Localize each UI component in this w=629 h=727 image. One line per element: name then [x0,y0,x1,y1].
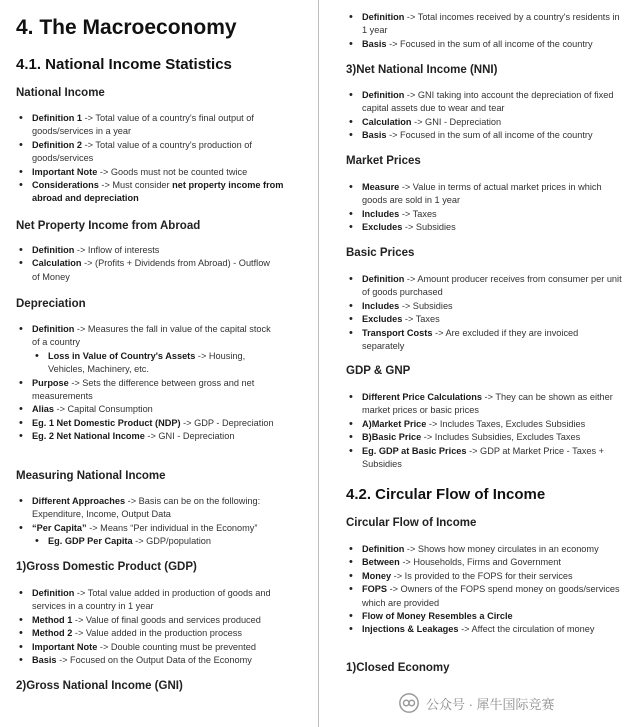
list-item: • Important Note -> Goods must not be counted twice [16,166,284,179]
list-item: • Purpose -> Sets the difference between gross and net measurements [16,377,278,404]
heading-net-property-income: Net Property Income from Abroad [16,220,201,232]
list-item: • Basis -> Focused in the sum of all income of the country [346,129,622,142]
list-gdp-gnp [346,391,622,471]
list-item: • Measure -> Value in terms of actual market prices in which goods are sold in 1 year [346,181,622,208]
list-item: • B)Basic Price -> Includes Subsidies, Excludes Taxes [346,431,622,444]
heading-gni: 2)Gross National Income (GNI) [16,680,183,692]
heading-depreciation: Depreciation [16,298,86,310]
list-item: • Definition -> GNI taking into account the depreciation of fixed capital assets due to wear and tear [346,89,622,116]
list-item: • Eg. 2 Net National Income -> GNI - Depreciation [16,430,278,443]
list-item: • Definition -> Shows how money circulates in an economy [346,543,622,556]
list-basic-prices [346,273,622,353]
heading-national-income: National Income [16,87,105,99]
list-item: • Basis -> Focused on the Output Data of the Economy [16,654,280,667]
watermark [398,690,628,716]
list-item: • Definition -> Total value added in production of goods and services in a country in 1 year [16,587,280,614]
wechat-official-account-icon [398,692,420,714]
list-item: • Definition -> Amount producer receives from consumer per unit of goods purchased [346,273,622,300]
heading-closed-economy: 1)Closed Economy [346,662,450,674]
list-item: • Alias -> Capital Consumption [16,403,278,416]
list-national-income [16,112,284,206]
list-item: • Eg. 1 Net Domestic Product (NDP) -> GDP - Depreciation [16,417,278,430]
watermark-text: 公众号 · 犀牛国际竞赛 [426,696,555,712]
list-item: • Excludes -> Subsidies [346,221,622,234]
list-item: • Definition -> Total incomes received by a country's residents in 1 year [346,11,622,38]
list-item: • Loss in Value of Country's Assets -> Housing, Vehicles, Machinery, etc. [16,350,278,377]
list-item: • FOPS -> Owners of the FOPS spend money on goods/services which are provided [346,583,622,610]
list-item: • Definition -> Inflow of interests [16,244,272,257]
list-item: • Different Price Calculations -> They can be shown as either market prices or basic prices [346,391,622,418]
list-item: • Transport Costs -> Are excluded if they are invoiced separately [346,327,622,354]
list-item: • Method 2 -> Value added in the production process [16,627,280,640]
list-net-property-income [16,244,272,284]
heading-nni: 3)Net National Income (NNI) [346,64,498,76]
list-gdp [16,587,280,667]
heading-gdp: 1)Gross Domestic Product (GDP) [16,561,197,573]
list-circular-flow [346,543,622,637]
column-divider [318,0,319,727]
list-item: • Between -> Households, Firms and Government [346,556,622,569]
list-item: • A)Market Price -> Includes Taxes, Excludes Subsidies [346,418,622,431]
list-item: • Flow of Money Resembles a Circle [346,610,622,623]
list-item: • Definition 2 -> Total value of a country's production of goods/services [16,139,284,166]
list-item: • Injections & Leakages -> Affect the circulation of money [346,623,622,636]
heading-gdp-gnp: GDP & GNP [346,365,411,377]
list-item: • Eg. GDP Per Capita -> GDP/population [16,535,298,548]
heading-measuring-national-income: Measuring National Income [16,470,166,482]
list-item: • Includes -> Subsidies [346,300,622,313]
section-title-circular-flow: 4.2. Circular Flow of Income [346,486,546,503]
list-item: • Eg. GDP at Basic Prices -> GDP at Market Price - Taxes + Subsidies [346,445,622,472]
list-item: • Definition -> Measures the fall in value of the capital stock of a country [16,323,278,350]
list-item: • Important Note -> Double counting must be prevented [16,641,280,654]
list-measuring-national-income [16,495,298,549]
list-nni [346,89,622,143]
list-item: • Different Approaches -> Basis can be on the following: Expenditure, Income, Output Data [16,495,298,522]
list-item: • Method 1 -> Value of final goods and services produced [16,614,280,627]
list-item: • Calculation -> GNI - Depreciation [346,116,622,129]
list-item: • Considerations -> Must consider net property income from abroad and depreciation [16,179,284,206]
list-item: • Definition 1 -> Total value of a country's final output of goods/services in a year [16,112,284,139]
list-item: • Money -> Is provided to the FOPS for their services [346,570,622,583]
list-item: • Basis -> Focused in the sum of all income of the country [346,38,622,51]
heading-market-prices: Market Prices [346,155,421,167]
list-item: • “Per Capita” -> Means “Per individual in the Economy” [16,522,298,535]
list-item: • Calculation -> (Profits + Dividends from Abroad) - Outflow of Money [16,257,272,284]
section-title-national-income-statistics: 4.1. National Income Statistics [16,56,232,73]
list-gni [346,11,622,51]
list-depreciation [16,323,278,444]
list-item: • Excludes -> Taxes [346,313,622,326]
heading-circular-flow: Circular Flow of Income [346,517,477,529]
page-title: 4. The Macroeconomy [16,16,237,39]
list-market-prices [346,181,622,235]
list-item: • Includes -> Taxes [346,208,622,221]
heading-basic-prices: Basic Prices [346,247,415,259]
